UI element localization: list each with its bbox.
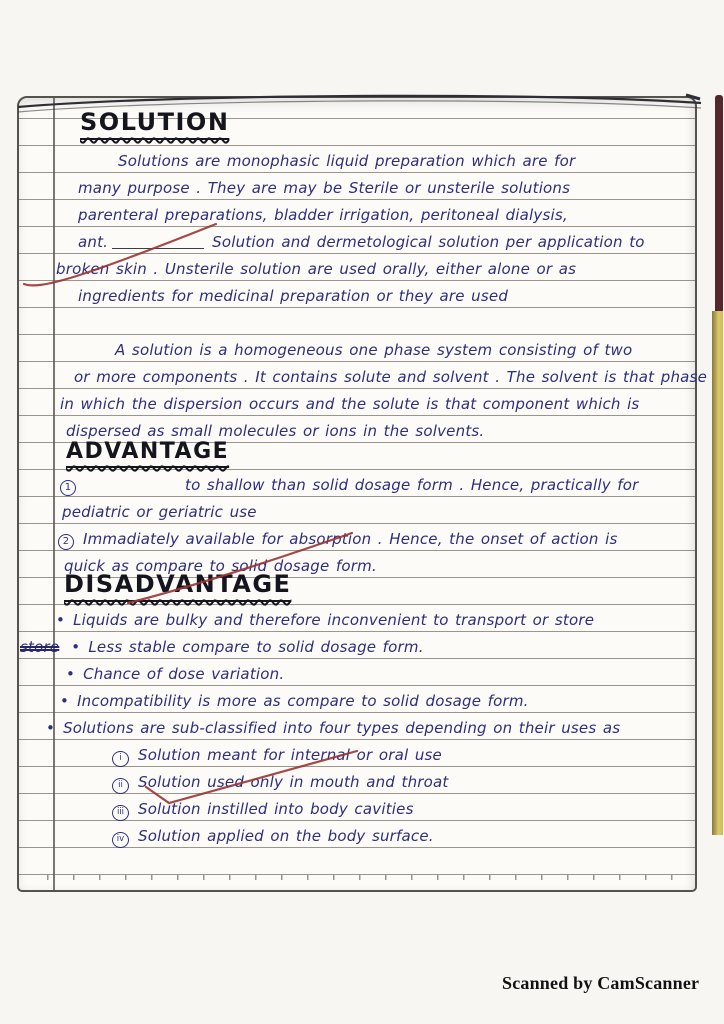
advantage-item: [58, 529, 617, 550]
note-line-text: Solution and dermetological solution per application to: [212, 233, 645, 251]
classification-item-text: Solution meant for internal or oral use: [138, 746, 442, 764]
disadvantage-item: [46, 718, 620, 738]
circled-number-icon: 1: [60, 480, 76, 496]
note-line-text: parenteral preparations, bladder irrigation, peritoneal dialysis,: [78, 206, 568, 224]
note-line: [118, 151, 575, 171]
note-line: [78, 286, 508, 306]
disadvantage-item-text: Less stable compare to solid dosage form.: [88, 638, 424, 656]
struck-word: store: [20, 638, 60, 656]
note-line-text: A solution is a homogeneous one phase system consisting of two: [115, 341, 633, 359]
bullet-icon: •: [46, 719, 56, 737]
classification-item-text: Solution applied on the body surface.: [138, 827, 434, 845]
note-line-text: dispersed as small molecules or ions in the solvents.: [66, 422, 485, 440]
classification-item: [112, 772, 449, 794]
note-line: [56, 259, 576, 279]
note-line: [78, 178, 570, 198]
advantage-item: [60, 475, 638, 496]
disadvantage-item: [66, 664, 284, 684]
classification-item: [112, 745, 442, 767]
roman-numeral-icon: ii: [112, 778, 129, 794]
bullet-icon: •: [66, 665, 76, 683]
classification-item-text: Solution used only in mouth and throat: [138, 773, 449, 791]
note-line: [78, 205, 568, 225]
note-line-text: Solutions are monophasic liquid preparation which are for: [118, 152, 576, 170]
bullet-icon: •: [56, 611, 66, 629]
heading-advantage-text: ADVANTAGE: [66, 439, 229, 468]
advantage-item-text: Immadiately available for absorption . Hence, the onset of action is: [83, 530, 618, 548]
note-line-text: or more components . It contains solute and solvent . The solvent is that phase: [74, 368, 707, 386]
advantage-item-cont: [62, 502, 257, 522]
note-line: [60, 394, 639, 414]
note-line: [66, 421, 484, 441]
disadvantage-item-text: Incompatibility is more as compare to solid dosage form.: [77, 692, 529, 710]
note-line-text: many purpose . They are may be Sterile or unsterile solutions: [78, 179, 571, 197]
note-line: [115, 340, 632, 360]
roman-numeral-icon: i: [112, 751, 129, 767]
classification-item: [112, 826, 434, 848]
disadvantage-item-text: Liquids are bulky and therefore inconvenient to transport or store: [73, 611, 595, 629]
heading-advantage: [66, 439, 230, 464]
note-line: [74, 367, 707, 387]
heading-disadvantage-text: DISADVANTAGE: [64, 570, 291, 602]
notebook-edge-dark: [715, 95, 723, 311]
stitch-ticks: [47, 875, 691, 880]
classification-item: [112, 799, 414, 821]
note-line-text: in which the dispersion occurs and the solute is that component which is: [60, 395, 640, 413]
disadvantage-item: [20, 637, 424, 657]
heading-solution: [80, 108, 230, 136]
disadvantage-item: [60, 691, 529, 711]
heading-solution-text: SOLUTION: [80, 108, 229, 140]
advantage-item-text: quick as compare to solid dosage form.: [64, 557, 377, 575]
disadvantage-item-text: Solutions are sub-classified into four types depending on their uses as: [63, 719, 621, 737]
blank-line: [112, 248, 204, 249]
advantage-item-text: to shallow than solid dosage form . Hence, practically for: [185, 476, 639, 494]
bullet-icon: •: [71, 638, 81, 656]
circled-number-icon: 2: [58, 534, 74, 550]
camscanner-credit: Scanned by CamScanner: [502, 973, 700, 993]
roman-numeral-icon: iv: [112, 832, 129, 848]
note-line-text: ant.: [78, 233, 109, 251]
note-line: [78, 232, 645, 252]
roman-numeral-icon: iii: [112, 805, 129, 821]
note-line-text: broken skin . Unsterile solution are used orally, either alone or as: [56, 260, 577, 278]
advantage-item-text: pediatric or geriatric use: [62, 503, 257, 521]
disadvantage-item-text: Chance of dose variation.: [83, 665, 285, 683]
margin-line: [53, 98, 55, 890]
classification-item-text: Solution instilled into body cavities: [138, 800, 414, 818]
notebook-edge-yellow: [712, 311, 723, 835]
note-line-text: ingredients for medicinal preparation or they are used: [78, 287, 509, 305]
heading-disadvantage: [64, 570, 292, 598]
disadvantage-item: [56, 610, 594, 630]
bullet-icon: •: [60, 692, 70, 710]
